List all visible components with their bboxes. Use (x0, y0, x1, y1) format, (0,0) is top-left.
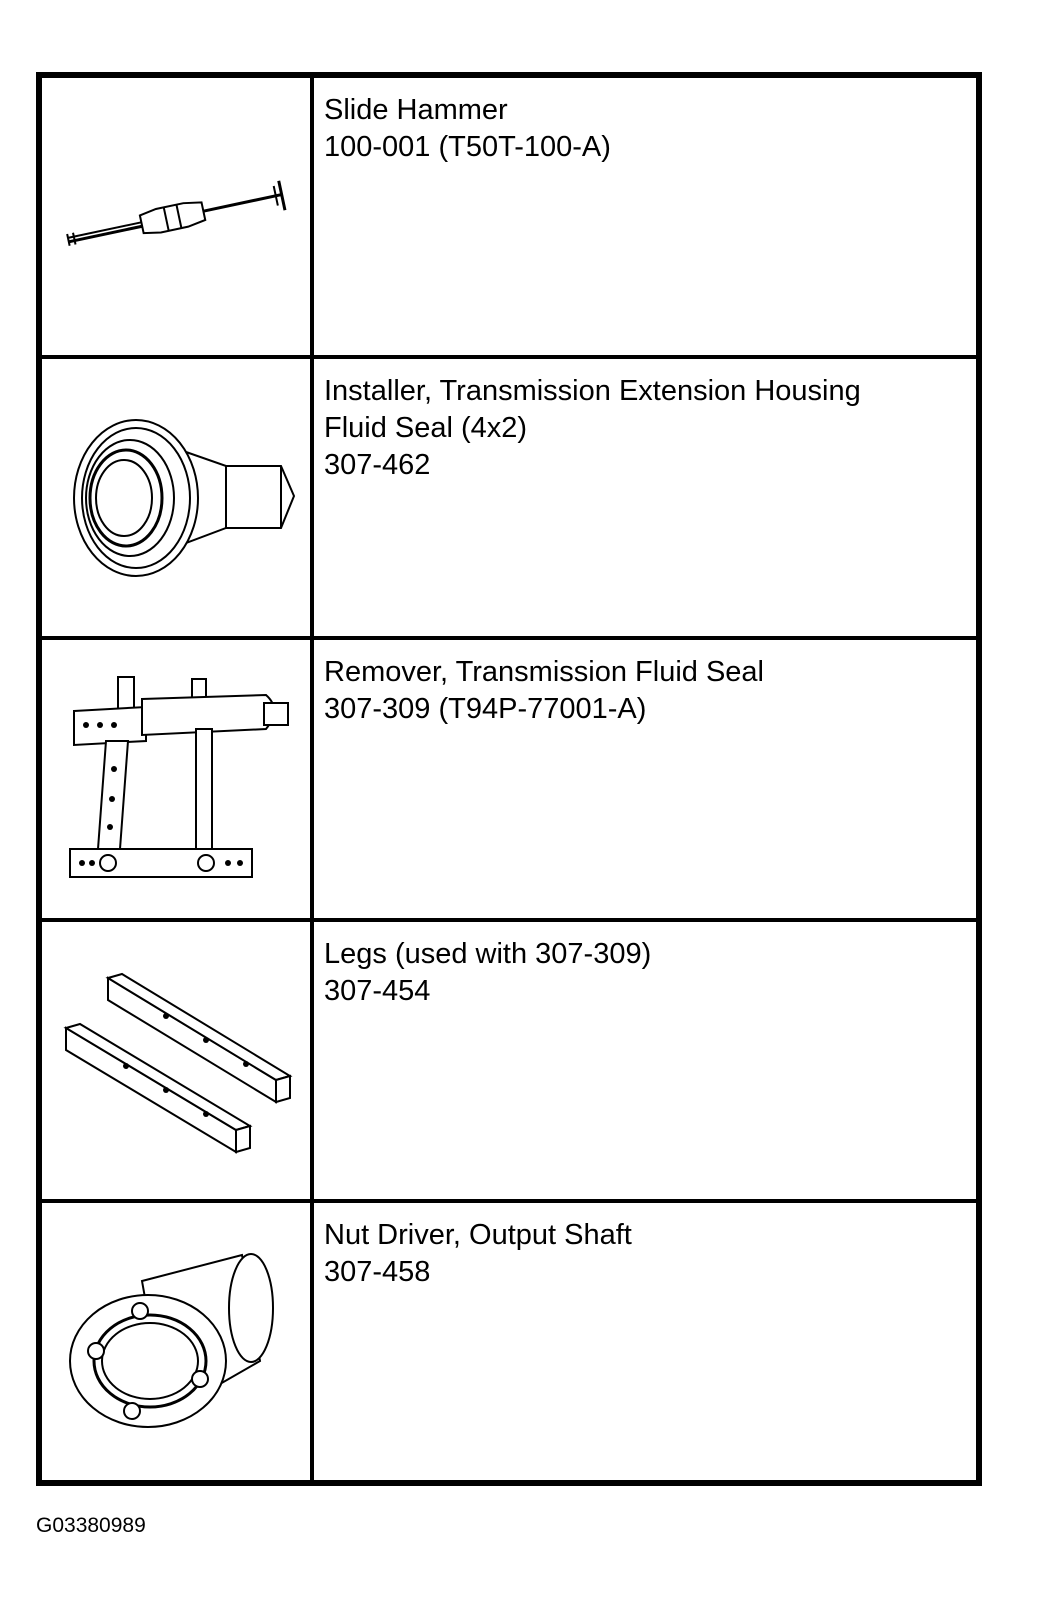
tool-name: Nut Driver, Output Shaft (324, 1218, 632, 1251)
tool-number: 307-458 (324, 1255, 431, 1288)
nut-driver-image-cell (42, 1203, 314, 1480)
tool-name: Legs (used with 307-309) (324, 937, 652, 970)
tool-number: 307-462 (324, 449, 431, 482)
figure-id: G03380989 (36, 1514, 146, 1537)
nut-driver-description (314, 1203, 976, 1480)
nut-driver-icon (46, 1211, 306, 1471)
tool-number: 307-454 (324, 974, 431, 1007)
tool-name: Remover, Transmission Fluid Seal (324, 656, 764, 689)
tool-row-seal-installer (42, 359, 976, 640)
tool-row-seal-remover (42, 640, 976, 921)
seal-remover-icon (46, 649, 306, 909)
seal-installer-image-cell (42, 359, 314, 636)
slide-hammer-icon (46, 87, 306, 347)
seal-remover-description (314, 640, 976, 917)
slide-hammer-image-cell (42, 78, 314, 355)
special-tools-table (36, 72, 982, 1486)
legs-icon (46, 930, 306, 1190)
tool-row-nut-driver (42, 1203, 976, 1480)
tool-row-slide-hammer (42, 78, 976, 359)
legs-image-cell (42, 922, 314, 1199)
slide-hammer-description (314, 78, 976, 355)
seal-installer-description (314, 359, 976, 636)
tool-row-legs (42, 922, 976, 1203)
tool-name-continued: Fluid Seal (4x2) (324, 412, 528, 445)
tool-name: Installer, Transmission Extension Housing (324, 375, 861, 408)
tool-number: 307-309 (T94P-77001-A) (324, 693, 647, 726)
legs-description (314, 922, 976, 1199)
seal-installer-icon (46, 368, 306, 628)
tool-name: Slide Hammer (324, 94, 508, 126)
seal-remover-image-cell (42, 640, 314, 917)
tool-number: 100-001 (T50T-100-A) (324, 131, 611, 163)
